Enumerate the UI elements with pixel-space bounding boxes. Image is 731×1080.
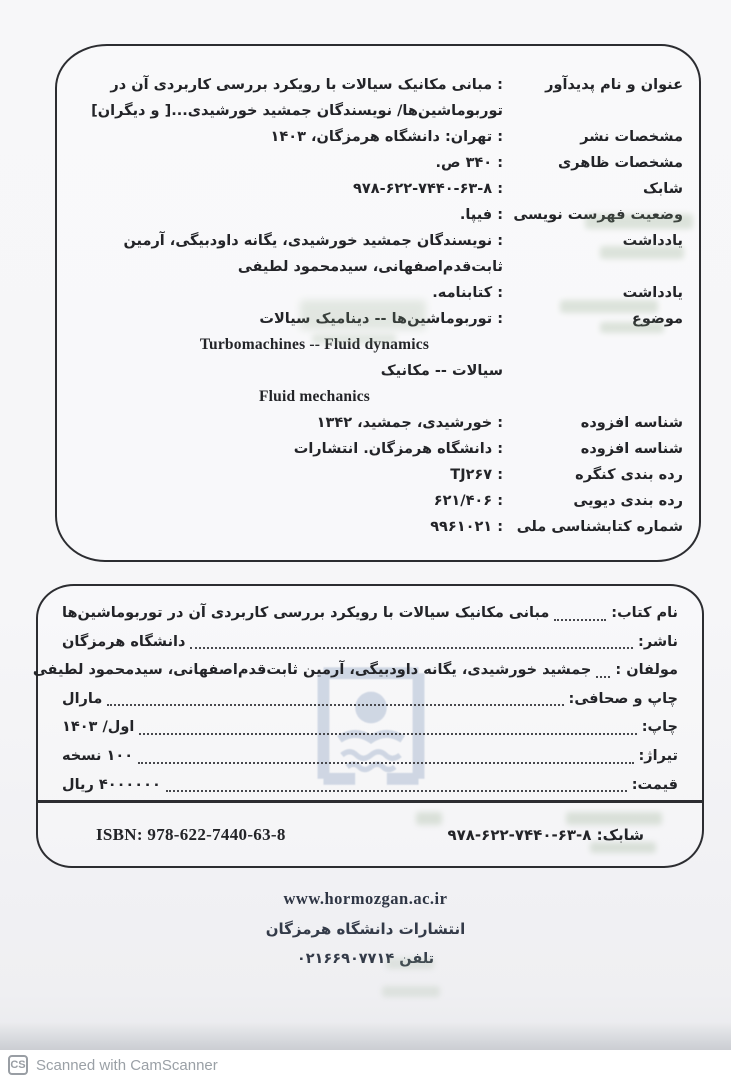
catalog-value-text: : توربوماشین‌ها -- دینامیک سیالات bbox=[259, 311, 503, 327]
catalog-row-label: شناسه افزوده bbox=[580, 415, 683, 431]
catalog-value-number: ۹۹۶۱۰۲۱ bbox=[430, 519, 493, 535]
catalog-row-value bbox=[71, 124, 503, 150]
catalog-row-label: یادداشت bbox=[622, 233, 683, 249]
catalog-row-value bbox=[71, 202, 503, 228]
catalog-value-text: : bbox=[492, 181, 503, 197]
dotted-leader bbox=[107, 704, 563, 706]
colophon-row bbox=[62, 713, 678, 742]
catalog-row-label: وضعیت فهرست نویسی bbox=[513, 207, 683, 223]
page-bottom-shadow bbox=[0, 1022, 731, 1050]
colophon-row-label: قیمت: bbox=[631, 776, 678, 793]
catalog-row bbox=[71, 280, 683, 306]
catalog-row bbox=[71, 488, 683, 514]
isbn-persian-label: شابک: bbox=[591, 825, 644, 844]
camscanner-footer bbox=[0, 1050, 731, 1080]
catalog-value-number: ۶۲۱/۴۰۶ bbox=[433, 493, 493, 509]
colophon-row-label: نام کتاب: bbox=[611, 605, 678, 621]
catalog-row-text bbox=[71, 228, 503, 280]
catalog-row-label: یادداشت bbox=[622, 285, 683, 301]
catalog-row-label: شماره کتابشناسی ملی bbox=[516, 519, 683, 535]
catalog-row bbox=[71, 306, 683, 410]
catalog-row bbox=[71, 72, 683, 124]
colophon-row-value: ۴۰۰۰۰۰۰ ریال bbox=[62, 776, 161, 793]
colophon-row bbox=[62, 742, 678, 771]
publisher-website: www.hormozgan.ac.ir bbox=[283, 889, 448, 908]
catalog-extra-line: Turbomachines -- Fluid dynamics bbox=[199, 336, 430, 353]
dotted-leader bbox=[190, 647, 633, 649]
fipa-catalog-box bbox=[55, 44, 701, 562]
isbn-row bbox=[38, 803, 702, 866]
colophon-box bbox=[32, 584, 704, 868]
catalog-row-text bbox=[71, 202, 503, 228]
catalog-value-text: : bbox=[492, 467, 503, 483]
bleed-through-mark bbox=[382, 986, 440, 997]
catalog-value-text: : کتابنامه. bbox=[432, 285, 503, 301]
publisher-block bbox=[0, 884, 731, 974]
catalog-row-value bbox=[71, 488, 503, 514]
catalog-row-text bbox=[71, 514, 503, 540]
divider-line bbox=[37, 800, 703, 803]
colophon-row-label: ناشر: bbox=[638, 633, 678, 650]
colophon-row-value: مارال bbox=[62, 690, 103, 707]
catalog-row bbox=[71, 228, 683, 280]
colophon-row-value: دانشگاه هرمزگان bbox=[62, 633, 186, 650]
colophon-row-label: چاپ و صحافی: bbox=[568, 690, 678, 707]
camscanner-logo-icon: CS bbox=[8, 1055, 28, 1075]
colophon-row-value: مبانی مکانیک سیالات با رویکرد بررسی کاربردی آن در توربوماشین‌ها bbox=[62, 605, 550, 621]
catalog-row bbox=[71, 202, 683, 228]
catalog-value-text: : مبانی مکانیک سیالات با رویکرد بررسی کاربردی آن در توربوماشین‌ها/ نویسندگان جمشید خورشیدی...[ و دیگران] bbox=[91, 77, 503, 119]
colophon-row bbox=[62, 628, 678, 657]
catalog-value-text: : bbox=[492, 493, 503, 509]
catalog-value-text: : bbox=[492, 519, 503, 535]
catalog-row-text bbox=[71, 306, 503, 332]
catalog-row bbox=[71, 462, 683, 488]
colophon-row-value: جمشید خورشیدی، یگانه داودبیگی، آرمین ثابت‌قدم‌اصفهانی، سیدمحمود لطیفی bbox=[32, 662, 592, 679]
colophon-row bbox=[62, 599, 678, 628]
catalog-extra-line: سیالات -- مکانیک bbox=[380, 363, 503, 379]
catalog-row-text bbox=[71, 488, 503, 514]
catalog-row-label: رده بندی کنگره bbox=[575, 467, 683, 483]
catalog-value-text: : خورشیدی، جمشید، ۱۳۴۲ bbox=[316, 415, 503, 431]
colophon-row bbox=[32, 656, 678, 685]
catalog-value-text: : تهران: دانشگاه هرمزگان، ۱۴۰۳ bbox=[270, 129, 503, 145]
catalog-row bbox=[71, 150, 683, 176]
catalog-row-value bbox=[71, 280, 503, 306]
colophon-rows bbox=[32, 586, 702, 799]
catalog-row-value bbox=[71, 410, 503, 436]
catalog-value-text: : ۳۴۰ ص. bbox=[435, 155, 503, 171]
catalog-value-number: ۹۷۸-۶۲۲-۷۴۴۰-۶۳-۸ bbox=[353, 181, 493, 197]
catalog-row-label: مشخصات ظاهری bbox=[558, 155, 683, 171]
dotted-leader bbox=[166, 790, 627, 792]
catalog-row-value bbox=[71, 462, 503, 488]
dotted-leader bbox=[596, 676, 610, 678]
colophon-row bbox=[62, 685, 678, 714]
isbn-english: ISBN: 978-622-7440-63-8 bbox=[96, 824, 286, 844]
catalog-row-value bbox=[71, 176, 503, 202]
colophon-row-label: چاپ: bbox=[641, 719, 678, 736]
catalog-rows bbox=[71, 72, 683, 540]
catalog-row-label: عنوان و نام پدیدآور bbox=[545, 77, 683, 93]
catalog-value-text: : دانشگاه هرمزگان. انتشارات bbox=[293, 441, 503, 457]
colophon-row-value: ۱۰۰ نسخه bbox=[62, 747, 134, 764]
isbn-persian bbox=[447, 826, 644, 844]
catalog-row-text bbox=[71, 176, 503, 202]
colophon-row bbox=[62, 771, 678, 800]
catalog-row-value bbox=[71, 228, 503, 280]
catalog-row bbox=[71, 410, 683, 436]
catalog-value-number: TJ۲۶۷ bbox=[450, 467, 493, 483]
catalog-row-text bbox=[71, 150, 503, 176]
catalog-row-text bbox=[71, 462, 503, 488]
catalog-row bbox=[71, 124, 683, 150]
publisher-name: انتشارات دانشگاه هرمزگان bbox=[265, 920, 466, 938]
catalog-row-text bbox=[71, 280, 503, 306]
catalog-row-label: شناسه افزوده bbox=[580, 441, 683, 457]
catalog-row-value bbox=[71, 150, 503, 176]
catalog-row bbox=[71, 436, 683, 462]
catalog-row-text bbox=[71, 124, 503, 150]
catalog-row-text bbox=[71, 410, 503, 436]
colophon-row-value: اول/ ۱۴۰۳ bbox=[62, 719, 135, 736]
catalog-row-text bbox=[71, 72, 503, 124]
catalog-row-value bbox=[71, 72, 503, 124]
catalog-row-label: شابک bbox=[643, 181, 683, 197]
catalog-row-value bbox=[71, 436, 503, 462]
dotted-leader bbox=[139, 733, 636, 735]
catalog-row-label: مشخصات نشر bbox=[580, 129, 683, 145]
colophon-row-label: مولفان : bbox=[615, 662, 678, 679]
catalog-row-value bbox=[71, 306, 503, 410]
dotted-leader bbox=[138, 762, 633, 764]
catalog-value-text: : فیپا. bbox=[459, 207, 503, 223]
catalog-row-text bbox=[71, 436, 503, 462]
catalog-extra-line: Fluid mechanics bbox=[258, 388, 371, 405]
publisher-phone: تلفن ۰۲۱۶۶۹۰۷۷۱۴ bbox=[296, 951, 435, 967]
isbn-persian-number: ۹۷۸-۶۲۲-۷۴۴۰-۶۳-۸ bbox=[447, 825, 592, 844]
catalog-row bbox=[71, 514, 683, 540]
colophon-row-label: تیراژ: bbox=[638, 747, 678, 764]
camscanner-label: Scanned with CamScanner bbox=[36, 1056, 218, 1074]
catalog-row-value bbox=[71, 514, 503, 540]
catalog-row-label: رده بندی دیویی bbox=[573, 493, 683, 509]
catalog-row bbox=[71, 176, 683, 202]
catalog-row-label: موضوع bbox=[631, 311, 683, 327]
dotted-leader bbox=[554, 619, 606, 621]
catalog-value-text: : نویسندگان جمشید خورشیدی، یگانه داودبیگی، آرمین ثابت‌قدم‌اصفهانی، سیدمحمود لطیفی bbox=[123, 233, 503, 275]
